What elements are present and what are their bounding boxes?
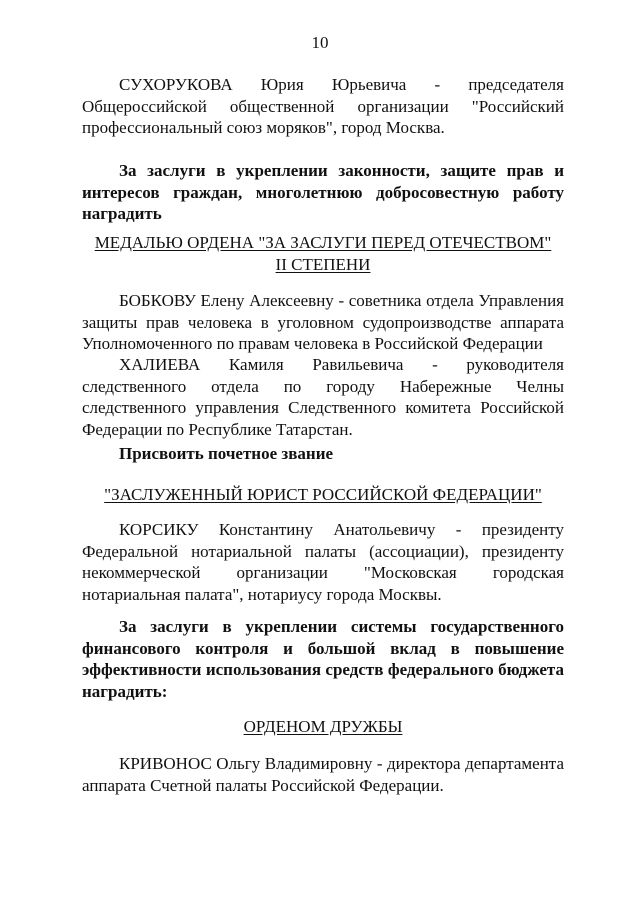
paragraph-honorary-title-intro: Присвоить почетное звание <box>119 444 334 463</box>
paragraph-bobkova: БОБКОВУ Елену Алексеевну - советника отдела Управления защиты прав человека в уголовном судопроизводстве аппарата Уполномоченного по правам человека в Российской Федерации <box>82 291 564 353</box>
award-title-medal-line2: II СТЕПЕНИ <box>275 254 371 274</box>
page-number: 10 <box>311 33 329 52</box>
honorary-title <box>82 484 564 506</box>
award-title-order <box>82 716 564 738</box>
paragraph-award-basis-2: За заслуги в укреплении системы государственного финансового контроля и большой вклад в повышение эффективности использования средств федерального бюджета наградить: <box>82 617 564 701</box>
paragraph-krivonos: КРИВОНОС Ольгу Владимировну - директора департамента аппарата Счетной палаты Российской Федерации. <box>82 754 564 795</box>
award-title-medal <box>82 232 564 275</box>
paragraph-korsik: КОРСИКУ Константину Анатольевичу - президенту Федеральной нотариальной палаты (ассоциации), президенту некоммерческой организации "Московская городская нотариальная палата", нотариусу города Москвы. <box>82 520 564 604</box>
honorary-title-text: "ЗАСЛУЖЕННЫЙ ЮРИСТ РОССИЙСКОЙ ФЕДЕРАЦИИ" <box>104 485 542 504</box>
paragraph-sukhorukov: СУХОРУКОВА Юрия Юрьевича - председателя Общероссийской общественной организации "Российский профессиональный союз моряков", город Москва. <box>82 75 564 137</box>
paragraph-khaliev: ХАЛИЕВА Камиля Равильевича - руководителя следственного отдела по городу Набережные Челны следственного управления Следственного комитета Российской Федерации по Республике Татарстан. <box>82 355 564 439</box>
award-title-medal-line1: МЕДАЛЬЮ ОРДЕНА "ЗА ЗАСЛУГИ ПЕРЕД ОТЕЧЕСТВОМ" <box>94 233 552 252</box>
paragraph-award-basis-1: За заслуги в укреплении законности, защите прав и интересов граждан, многолетнюю добросовестную работу наградить <box>82 161 564 223</box>
award-title-order-text: ОРДЕНОМ ДРУЖБЫ <box>243 717 403 736</box>
